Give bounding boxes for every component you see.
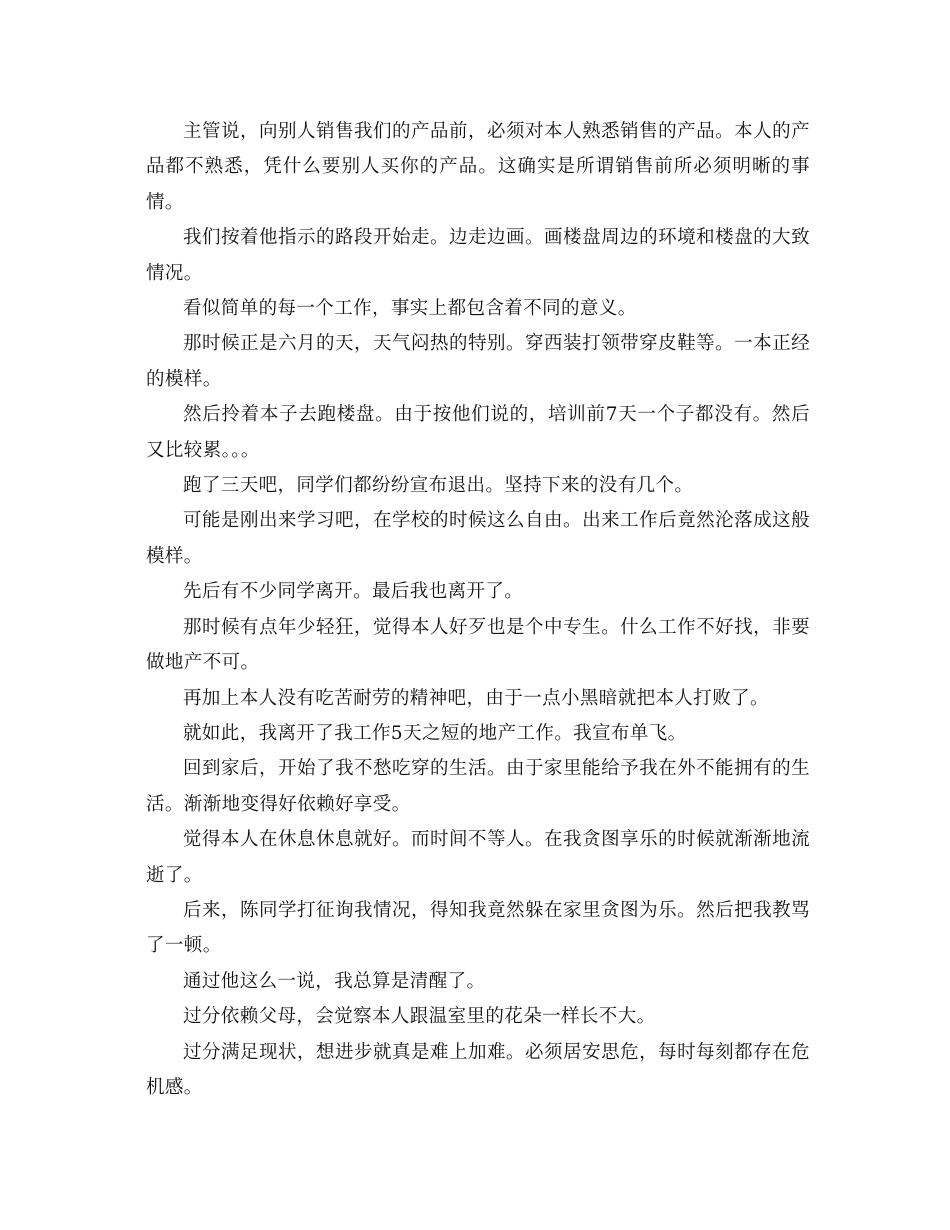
document-body [146, 114, 810, 1105]
paragraph-10: 再加上本人没有吃苦耐劳的精神吧，由于一点小黑暗就把本人打败了。 [183, 687, 769, 709]
paragraph-8: 先后有不少同学离开。最后我也离开了。 [183, 581, 524, 603]
paragraph-12: 回到家后，开始了我不愁吃穿的生活。由于家里能给予我在外不能拥有的生活。渐渐地变得好依赖好享受。 [146, 758, 810, 815]
paragraph-1: 主管说，向别人销售我们的产品前，必须对本人熟悉销售的产品。本人的产品都不熟悉，凭什么要别人买你的产品。这确实是所谓销售前所必须明晰的事情。 [146, 121, 810, 213]
paragraph-14: 后来，陈同学打征询我情况，得知我竟然躲在家里贪图为乐。然后把我教骂了一顿。 [146, 899, 810, 957]
paragraph-5: 然后拎着本子去跑楼盘。由于按他们说的，培训前7天一个子都没有。然后又比较累。。。 [146, 404, 810, 461]
paragraph-16: 过分依赖父母，会觉察本人跟温室里的花朵一样长不大。 [183, 1006, 656, 1028]
paragraph-2: 我们按着他指示的路段开始走。边走边画。画楼盘周边的环境和楼盘的大致情况。 [146, 227, 810, 284]
paragraph-17: 过分满足现状，想进步就真是难上加难。必须居安思危，每时每刻都存在危机感。 [146, 1041, 810, 1098]
paragraph-4: 那时候正是六月的天，天气闷热的特别。穿西装打领带穿皮鞋等。一本正经的模样。 [146, 333, 810, 390]
paragraph-3: 看似简单的每一个工作，事实上都包含着不同的意义。 [183, 298, 637, 320]
paragraph-15: 通过他这么一说，我总算是清醒了。 [183, 970, 486, 992]
paragraph-11: 就如此，我离开了我工作5天之短的地产工作。我宣布单飞。 [183, 722, 687, 744]
paragraph-7: 可能是刚出来学习吧，在学校的时候这么自由。出来工作后竟然沦落成这般模样。 [146, 510, 810, 567]
paragraph-13: 觉得本人在休息休息就好。而时间不等人。在我贪图享乐的时候就渐渐地流逝了。 [146, 829, 810, 886]
paragraph-6: 跑了三天吧，同学们都纷纷宣布退出。坚持下来的没有几个。 [183, 475, 694, 497]
paragraph-9: 那时候有点年少轻狂，觉得本人好歹也是个中专生。什么工作不好找，非要做地产不可。 [146, 616, 810, 674]
